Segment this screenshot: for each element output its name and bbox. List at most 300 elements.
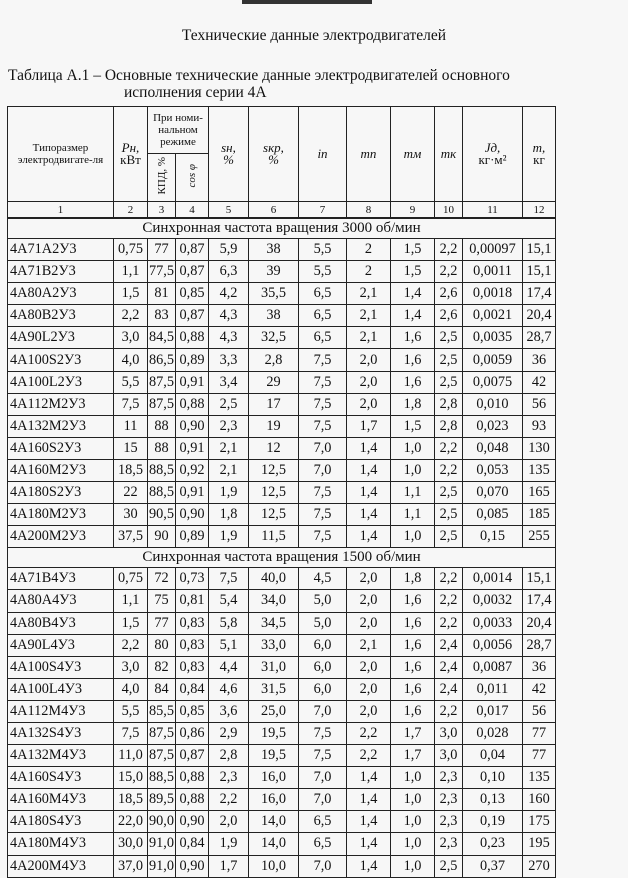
table-cell: 0,91 <box>176 482 209 504</box>
table-row <box>8 656 556 678</box>
table-cell: 7,5 <box>299 371 347 393</box>
motor-type-cell: 4А160S2У3 <box>8 437 114 459</box>
table-cell: 0,84 <box>176 678 209 700</box>
table-cell: 2,2 <box>435 568 463 590</box>
table-cell: 4,4 <box>209 656 249 678</box>
table-row <box>8 415 556 437</box>
table-cell: 0,0056 <box>463 634 523 656</box>
table-cell: 0,92 <box>176 459 209 481</box>
table-cell: 0,87 <box>176 239 209 261</box>
table-cell: 38 <box>249 239 299 261</box>
table-cell: 2,5 <box>209 393 249 415</box>
table-cell: 2,0 <box>347 393 391 415</box>
motor-type-cell: 4А80А4У3 <box>8 590 114 612</box>
table-row <box>8 722 556 744</box>
motor-type-cell: 4А160М2У3 <box>8 459 114 481</box>
table-cell: 6,3 <box>209 261 249 283</box>
table-row <box>8 767 556 789</box>
table-cell: 2,5 <box>435 349 463 371</box>
column-number: 11 <box>463 202 523 219</box>
table-row <box>8 371 556 393</box>
table-cell: 14,0 <box>249 811 299 833</box>
motor-type-cell: 4А132S4У3 <box>8 722 114 744</box>
table-cell: 89,5 <box>148 789 176 811</box>
table-cell: 30,0 <box>114 833 148 855</box>
table-cell: 19 <box>249 415 299 437</box>
table-cell: 22,0 <box>114 811 148 833</box>
table-cell: 0,81 <box>176 590 209 612</box>
column-number: 8 <box>347 202 391 219</box>
table-cell: 0,75 <box>114 568 148 590</box>
table-cell: 19,5 <box>249 745 299 767</box>
column-number: 10 <box>435 202 463 219</box>
table-cell: 2,0 <box>347 349 391 371</box>
header-skr-unit: % <box>268 152 279 167</box>
column-number: 1 <box>8 202 114 219</box>
table-row <box>8 634 556 656</box>
table-cell: 4,5 <box>299 568 347 590</box>
table-cell: 88,5 <box>148 459 176 481</box>
table-cell: 91,0 <box>148 833 176 855</box>
table-row <box>8 482 556 504</box>
table-cell: 2,2 <box>435 261 463 283</box>
table-cell: 2,5 <box>435 504 463 526</box>
table-cell: 28,7 <box>523 634 556 656</box>
table-cell: 2,3 <box>209 767 249 789</box>
table-cell: 5,4 <box>209 590 249 612</box>
motor-type-cell: 4А100L2У3 <box>8 371 114 393</box>
table-cell: 6,5 <box>299 811 347 833</box>
table-cell: 31,5 <box>249 678 299 700</box>
table-cell: 17 <box>249 393 299 415</box>
table-cell: 5,5 <box>299 239 347 261</box>
table-cell: 2,6 <box>435 305 463 327</box>
table-cell: 15,0 <box>114 767 148 789</box>
table-cell: 1,1 <box>114 590 148 612</box>
table-cell: 3,0 <box>114 656 148 678</box>
table-cell: 2,2 <box>435 700 463 722</box>
table-cell: 0,023 <box>463 415 523 437</box>
table-cell: 0,89 <box>176 526 209 548</box>
table-cell: 0,017 <box>463 700 523 722</box>
table-row <box>8 349 556 371</box>
table-cell: 11 <box>114 415 148 437</box>
table-cell: 2,0 <box>347 700 391 722</box>
table-cell: 12 <box>249 437 299 459</box>
table-cell: 4,0 <box>114 678 148 700</box>
table-cell: 2,1 <box>209 459 249 481</box>
table-cell: 15,1 <box>523 568 556 590</box>
table-cell: 0,86 <box>176 722 209 744</box>
table-cell: 0,89 <box>176 349 209 371</box>
table-cell: 16,0 <box>249 789 299 811</box>
table-cell: 1,0 <box>391 855 435 877</box>
table-cell: 2,2 <box>435 437 463 459</box>
table-cell: 1,6 <box>391 700 435 722</box>
table-cell: 1,6 <box>391 678 435 700</box>
motor-type-cell: 4А71В2У3 <box>8 261 114 283</box>
table-cell: 5,0 <box>299 590 347 612</box>
table-cell: 2,1 <box>347 305 391 327</box>
table-cell: 1,7 <box>391 722 435 744</box>
table-cell: 1,1 <box>391 504 435 526</box>
header-sn-unit: % <box>223 152 234 167</box>
section-row <box>8 218 556 239</box>
table-cell: 2,5 <box>435 371 463 393</box>
table-cell: 91,0 <box>148 855 176 877</box>
table-cell: 0,87 <box>176 305 209 327</box>
table-cell: 0,0035 <box>463 327 523 349</box>
table-cell: 2,2 <box>435 612 463 634</box>
table-cell: 2,1 <box>347 283 391 305</box>
table-cell: 6,5 <box>299 305 347 327</box>
header-jd <box>463 107 523 202</box>
table-cell: 1,1 <box>391 482 435 504</box>
table-cell: 7,0 <box>299 767 347 789</box>
header-power <box>114 107 148 202</box>
column-number-row <box>8 202 556 219</box>
table-cell: 2,1 <box>347 327 391 349</box>
table-cell: 2,2 <box>347 745 391 767</box>
table-cell: 15 <box>114 437 148 459</box>
table-cell: 130 <box>523 437 556 459</box>
table-cell: 5,5 <box>299 261 347 283</box>
table-cell: 1,4 <box>347 437 391 459</box>
motor-data-table <box>7 106 556 878</box>
table-cell: 1,5 <box>391 415 435 437</box>
table-cell: 0,88 <box>176 767 209 789</box>
table-cell: 0,0018 <box>463 283 523 305</box>
table-cell: 0,053 <box>463 459 523 481</box>
table-cell: 3,0 <box>114 327 148 349</box>
table-cell: 20,4 <box>523 305 556 327</box>
table-cell: 2,3 <box>435 789 463 811</box>
table-cell: 1,0 <box>391 833 435 855</box>
table-cell: 25,0 <box>249 700 299 722</box>
header-skr-symbol: sкр, <box>263 140 284 155</box>
table-cell: 87,5 <box>148 745 176 767</box>
table-cell: 0,75 <box>114 239 148 261</box>
table-cell: 87,5 <box>148 722 176 744</box>
table-cell: 0,011 <box>463 678 523 700</box>
table-cell: 1,4 <box>347 459 391 481</box>
table-cell: 32,5 <box>249 327 299 349</box>
motor-type-cell: 4А90L2У3 <box>8 327 114 349</box>
table-cell: 2,5 <box>435 327 463 349</box>
table-row <box>8 459 556 481</box>
table-cell: 16,0 <box>249 767 299 789</box>
table-cell: 14,0 <box>249 833 299 855</box>
table-cell: 0,84 <box>176 833 209 855</box>
header-mass <box>523 107 556 202</box>
motor-type-cell: 4А132М4У3 <box>8 745 114 767</box>
table-cell: 3,0 <box>435 745 463 767</box>
table-cell: 0,73 <box>176 568 209 590</box>
table-cell: 0,19 <box>463 811 523 833</box>
table-cell: 6,0 <box>299 634 347 656</box>
table-cell: 2,3 <box>209 415 249 437</box>
table-cell: 4,0 <box>114 349 148 371</box>
motor-type-cell: 4А80В4У3 <box>8 612 114 634</box>
table-cell: 7,5 <box>299 349 347 371</box>
table-cell: 90,5 <box>148 504 176 526</box>
table-row <box>8 855 556 877</box>
table-cell: 7,5 <box>299 722 347 744</box>
table-cell: 2,8 <box>435 393 463 415</box>
table-cell: 1,4 <box>347 789 391 811</box>
table-cell: 1,9 <box>209 526 249 548</box>
table-row <box>8 393 556 415</box>
table-cell: 4,3 <box>209 305 249 327</box>
table-cell: 165 <box>523 482 556 504</box>
table-cell: 1,1 <box>114 261 148 283</box>
table-cell: 5,8 <box>209 612 249 634</box>
table-cell: 7,5 <box>114 722 148 744</box>
table-cell: 3,6 <box>209 700 249 722</box>
table-cell: 2 <box>347 261 391 283</box>
table-cell: 77,5 <box>148 261 176 283</box>
table-cell: 37,0 <box>114 855 148 877</box>
table-cell: 2,3 <box>435 833 463 855</box>
table-cell: 0,90 <box>176 811 209 833</box>
table-cell: 7,5 <box>299 482 347 504</box>
table-cell: 0,0014 <box>463 568 523 590</box>
table-row <box>8 745 556 767</box>
table-cell: 17,4 <box>523 283 556 305</box>
table-row <box>8 526 556 548</box>
motor-type-cell: 4А180М4У3 <box>8 833 114 855</box>
table-cell: 1,4 <box>347 767 391 789</box>
header-jd-unit: кг·м² <box>478 152 507 167</box>
table-cell: 2,0 <box>209 811 249 833</box>
motor-type-cell: 4А180М2У3 <box>8 504 114 526</box>
table-cell: 4,6 <box>209 678 249 700</box>
header-mass-symbol: m, <box>532 140 546 155</box>
table-cell: 7,5 <box>209 568 249 590</box>
table-cell: 6,0 <box>299 678 347 700</box>
table-cell: 75 <box>148 590 176 612</box>
table-cell: 77 <box>148 239 176 261</box>
motor-type-cell: 4А200М2У3 <box>8 526 114 548</box>
table-cell: 0,90 <box>176 415 209 437</box>
table-cell: 0,37 <box>463 855 523 877</box>
table-cell: 88,5 <box>148 767 176 789</box>
table-cell: 6,0 <box>299 656 347 678</box>
table-cell: 7,5 <box>299 393 347 415</box>
table-cell: 0,0033 <box>463 612 523 634</box>
table-cell: 185 <box>523 504 556 526</box>
table-cell: 0,0059 <box>463 349 523 371</box>
table-cell: 2,5 <box>435 482 463 504</box>
table-cell: 0,88 <box>176 789 209 811</box>
table-cell: 1,6 <box>391 327 435 349</box>
table-cell: 2,0 <box>347 656 391 678</box>
motor-type-cell: 4А132М2У3 <box>8 415 114 437</box>
column-number: 2 <box>114 202 148 219</box>
table-cell: 1,0 <box>391 437 435 459</box>
table-cell: 77 <box>523 745 556 767</box>
table-cell: 87,5 <box>148 371 176 393</box>
table-cell: 84 <box>148 678 176 700</box>
table-cell: 86,5 <box>148 349 176 371</box>
table-cell: 1,6 <box>391 612 435 634</box>
column-number: 7 <box>299 202 347 219</box>
motor-type-cell: 4А100S2У3 <box>8 349 114 371</box>
table-row <box>8 789 556 811</box>
table-cell: 0,88 <box>176 393 209 415</box>
table-cell: 1,5 <box>114 283 148 305</box>
column-number: 5 <box>209 202 249 219</box>
table-cell: 28,7 <box>523 327 556 349</box>
table-cell: 7,5 <box>299 415 347 437</box>
table-cell: 135 <box>523 767 556 789</box>
table-cell: 93 <box>523 415 556 437</box>
header-sn-symbol: sн, <box>221 140 236 155</box>
table-cell: 0,23 <box>463 833 523 855</box>
motor-type-cell: 4А100L4У3 <box>8 678 114 700</box>
table-cell: 1,0 <box>391 459 435 481</box>
table-cell: 0,85 <box>176 283 209 305</box>
table-cell: 2,0 <box>347 371 391 393</box>
table-cell: 72 <box>148 568 176 590</box>
table-cell: 0,04 <box>463 745 523 767</box>
table-cell: 5,5 <box>114 700 148 722</box>
table-cell: 4,2 <box>209 283 249 305</box>
table-cell: 1,8 <box>391 568 435 590</box>
table-cell: 160 <box>523 789 556 811</box>
section-title: Синхронная частота вращения 3000 об/мин <box>8 218 556 239</box>
table-row <box>8 261 556 283</box>
table-row <box>8 700 556 722</box>
table-cell: 90 <box>148 526 176 548</box>
table-cell: 87,5 <box>148 393 176 415</box>
table-row <box>8 327 556 349</box>
table-cell: 31,0 <box>249 656 299 678</box>
table-cell: 6,5 <box>299 283 347 305</box>
header-mm: mм <box>391 107 435 202</box>
table-cell: 4,3 <box>209 327 249 349</box>
table-cell: 1,4 <box>391 283 435 305</box>
table-cell: 135 <box>523 459 556 481</box>
table-cell: 2,8 <box>249 349 299 371</box>
table-cell: 22 <box>114 482 148 504</box>
table-cell: 2,3 <box>435 811 463 833</box>
table-cell: 1,0 <box>391 526 435 548</box>
table-cell: 2,5 <box>435 526 463 548</box>
table-cell: 2,2 <box>435 459 463 481</box>
top-rule-fragment <box>242 0 372 4</box>
header-cos-label: cos φ <box>186 164 198 188</box>
table-cell: 1,0 <box>391 811 435 833</box>
column-number: 4 <box>176 202 209 219</box>
motor-type-cell: 4А180S2У3 <box>8 482 114 504</box>
table-cell: 2,3 <box>435 767 463 789</box>
table-cell: 0,010 <box>463 393 523 415</box>
table-cell: 0,0021 <box>463 305 523 327</box>
table-cell: 12,5 <box>249 504 299 526</box>
table-cell: 18,5 <box>114 459 148 481</box>
table-cell: 0,83 <box>176 656 209 678</box>
motor-type-cell: 4А112М2У3 <box>8 393 114 415</box>
table-cell: 0,91 <box>176 437 209 459</box>
table-cell: 1,8 <box>209 504 249 526</box>
table-cell: 175 <box>523 811 556 833</box>
table-cell: 39 <box>249 261 299 283</box>
table-cell: 12,5 <box>249 459 299 481</box>
table-cell: 0,0032 <box>463 590 523 612</box>
table-cell: 6,5 <box>299 327 347 349</box>
header-sn <box>209 107 249 202</box>
table-cell: 1,5 <box>391 261 435 283</box>
header-cos <box>176 154 209 202</box>
table-cell: 0,87 <box>176 261 209 283</box>
table-cell: 42 <box>523 371 556 393</box>
table-cell: 1,6 <box>391 371 435 393</box>
table-cell: 1,6 <box>391 349 435 371</box>
table-cell: 2,2 <box>114 305 148 327</box>
table-row <box>8 283 556 305</box>
table-cell: 85,5 <box>148 700 176 722</box>
page-heading: Технические данные электродвигателей <box>181 27 447 44</box>
table-cell: 6,5 <box>299 833 347 855</box>
table-cell: 2,0 <box>347 678 391 700</box>
table-cell: 2,8 <box>435 415 463 437</box>
table-cell: 2,0 <box>347 612 391 634</box>
table-cell: 0,028 <box>463 722 523 744</box>
table-cell: 0,90 <box>176 855 209 877</box>
motor-type-cell: 4А112М4У3 <box>8 700 114 722</box>
table-cell: 1,4 <box>347 482 391 504</box>
header-mn: mn <box>347 107 391 202</box>
table-cell: 0,15 <box>463 526 523 548</box>
table-cell: 30 <box>114 504 148 526</box>
table-cell: 34,5 <box>249 612 299 634</box>
header-nominal-group: При номи-нальном режиме <box>148 107 209 154</box>
section-row <box>8 548 556 568</box>
header-in: in <box>299 107 347 202</box>
table-cell: 90,0 <box>148 811 176 833</box>
header-type: Типоразмер электродвигате-ля <box>8 107 114 202</box>
table-cell: 77 <box>148 612 176 634</box>
table-cell: 5,0 <box>299 612 347 634</box>
table-cell: 1,6 <box>391 656 435 678</box>
table-cell: 1,5 <box>391 239 435 261</box>
table-cell: 29 <box>249 371 299 393</box>
section-title: Синхронная частота вращения 1500 об/мин <box>8 548 556 568</box>
caption-line-1: Таблица А.1 – Основные технические данные электродвигателей основного <box>8 67 510 84</box>
table-cell: 7,0 <box>299 789 347 811</box>
table-cell: 2,2 <box>347 722 391 744</box>
table-cell: 56 <box>523 700 556 722</box>
table-row <box>8 568 556 590</box>
table-cell: 56 <box>523 393 556 415</box>
table-cell: 1,8 <box>391 393 435 415</box>
table-cell: 1,7 <box>391 745 435 767</box>
table-cell: 7,5 <box>299 504 347 526</box>
table-cell: 2,5 <box>435 855 463 877</box>
table-cell: 12,5 <box>249 482 299 504</box>
table-cell: 42 <box>523 678 556 700</box>
table-row <box>8 437 556 459</box>
table-cell: 1,0 <box>391 789 435 811</box>
table-cell: 1,4 <box>347 811 391 833</box>
table-cell: 0,0087 <box>463 656 523 678</box>
header-kpd <box>148 154 176 202</box>
table-cell: 5,5 <box>114 371 148 393</box>
table-cell: 0,048 <box>463 437 523 459</box>
table-cell: 88 <box>148 437 176 459</box>
table-cell: 2,0 <box>347 568 391 590</box>
